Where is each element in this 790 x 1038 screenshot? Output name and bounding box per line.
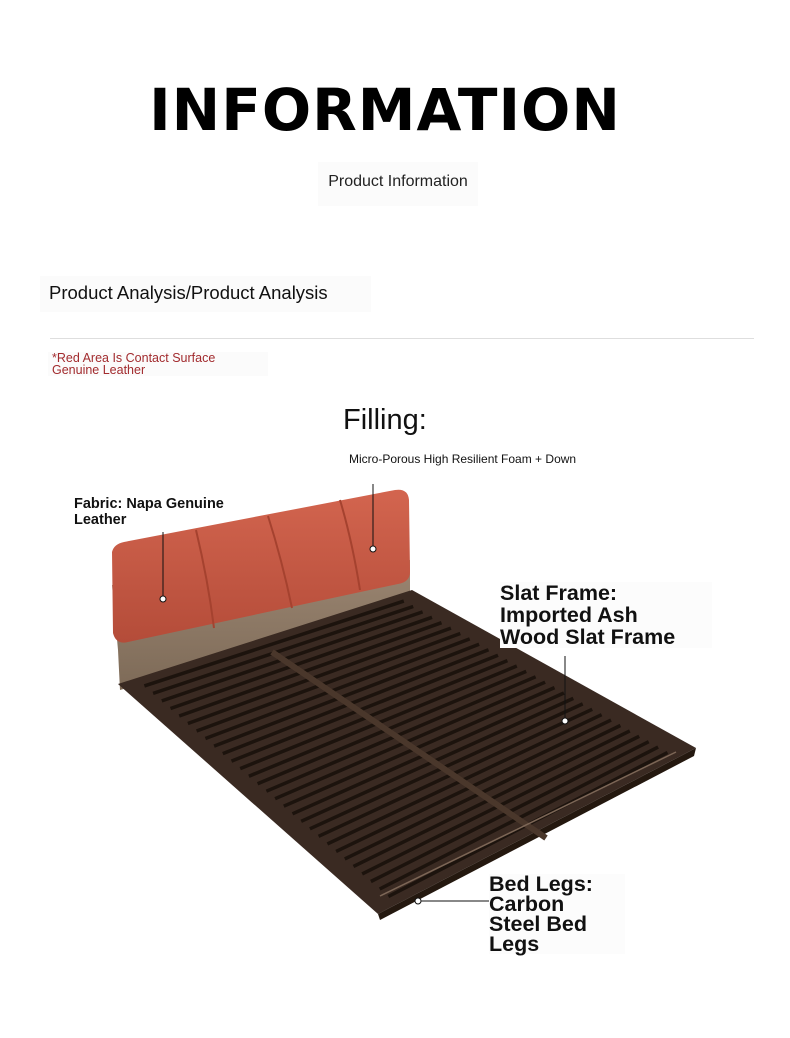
legs-label-line-4: Legs [489, 932, 540, 956]
note-line-1: *Red Area Is Contact Surface [52, 351, 216, 365]
filling-description: Micro-Porous High Resilient Foam + Down [349, 452, 577, 466]
fabric-label: Fabric: Napa Genuine Leather [74, 496, 224, 528]
slat-frame-label [500, 582, 712, 648]
note-line-2: Genuine Leather [52, 363, 146, 377]
page-title: INFORMATION [149, 76, 621, 144]
slat-leader-dot [562, 718, 568, 724]
legs-label-line-3: Steel Bed [489, 912, 587, 936]
section-heading: Product Analysis/Product Analysis [40, 276, 371, 312]
slat-label-line-2: Imported Ash [500, 603, 638, 627]
legs-leader-dot [415, 898, 421, 904]
page-subtitle: Product Information [318, 162, 478, 206]
filling-leader-dot [370, 546, 376, 552]
bed-legs-label [489, 874, 625, 954]
filling-title: Filling: [343, 404, 427, 436]
fabric-leader-dot [160, 596, 166, 602]
legs-label-line-2: Carbon [489, 892, 565, 916]
legs-label-line-1: Bed Legs: [489, 872, 593, 896]
slat-label-line-1: Slat Frame: [500, 581, 618, 605]
slat-label-line-3: Wood Slat Frame [500, 625, 676, 649]
